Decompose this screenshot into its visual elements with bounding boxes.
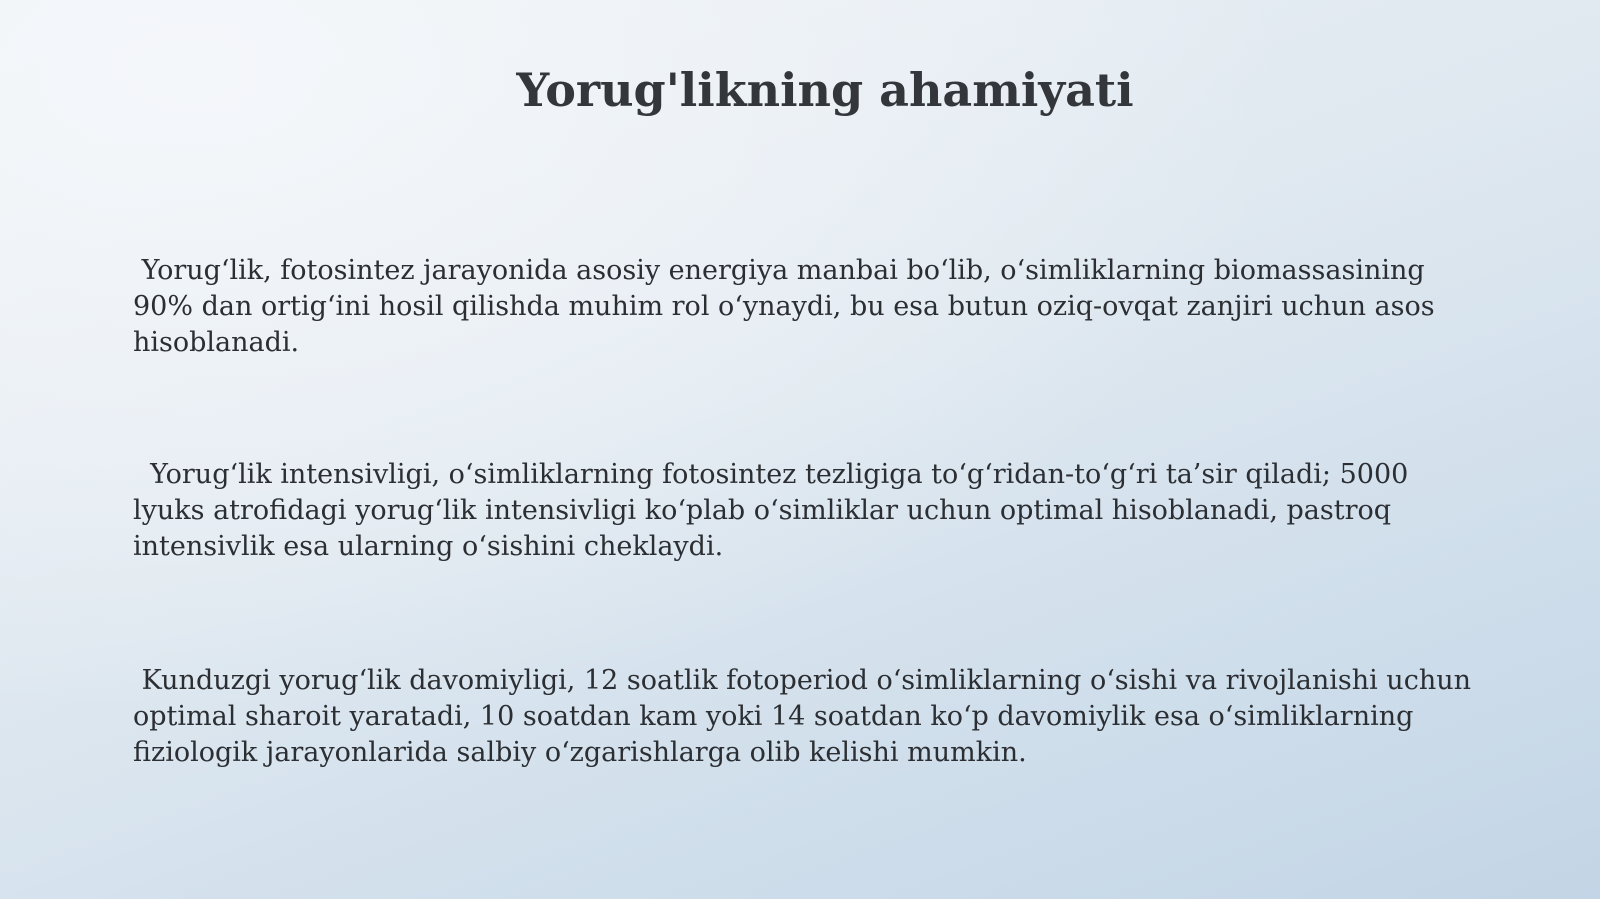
slide-title: Yorug'likning ahamiyati: [516, 63, 1134, 117]
paragraph-light-energy: Yorug‘lik, fotosintez jarayonida asosiy energiya manbai bo‘lib, o‘simliklarning biomassasining 90% dan ortig‘ini hosil qilishda muhim rol o‘ynaydi, bu esa butun oziq-ovqat zanjiri uchun asos hisoblanadi.: [133, 255, 1444, 358]
paragraph-daylight-duration: Kunduzgi yorug‘lik davomiyligi, 12 soatlik fotoperiod o‘simliklarning o‘sishi va rivojlanishi uchun optimal sharoit yaratadi, 10 soatdan kam yoki 14 soatdan ko‘p davomiylik esa o‘simliklarning fiziologik jarayonlarida salbiy o‘zgarishlarga olib kelishi mumkin.: [133, 665, 1480, 768]
paragraph-light-intensity: Yorug‘lik intensivligi, o‘simliklarning fotosintez tezligiga to‘g‘ridan-to‘g‘ri ta’sir qiladi; 5000 lyuks atrofidagi yorug‘lik intensivligi ko‘plab o‘simliklar uchun optimal hisoblanadi, pastroq intensivlik esa ularning o‘sishini cheklaydi.: [133, 459, 1417, 562]
